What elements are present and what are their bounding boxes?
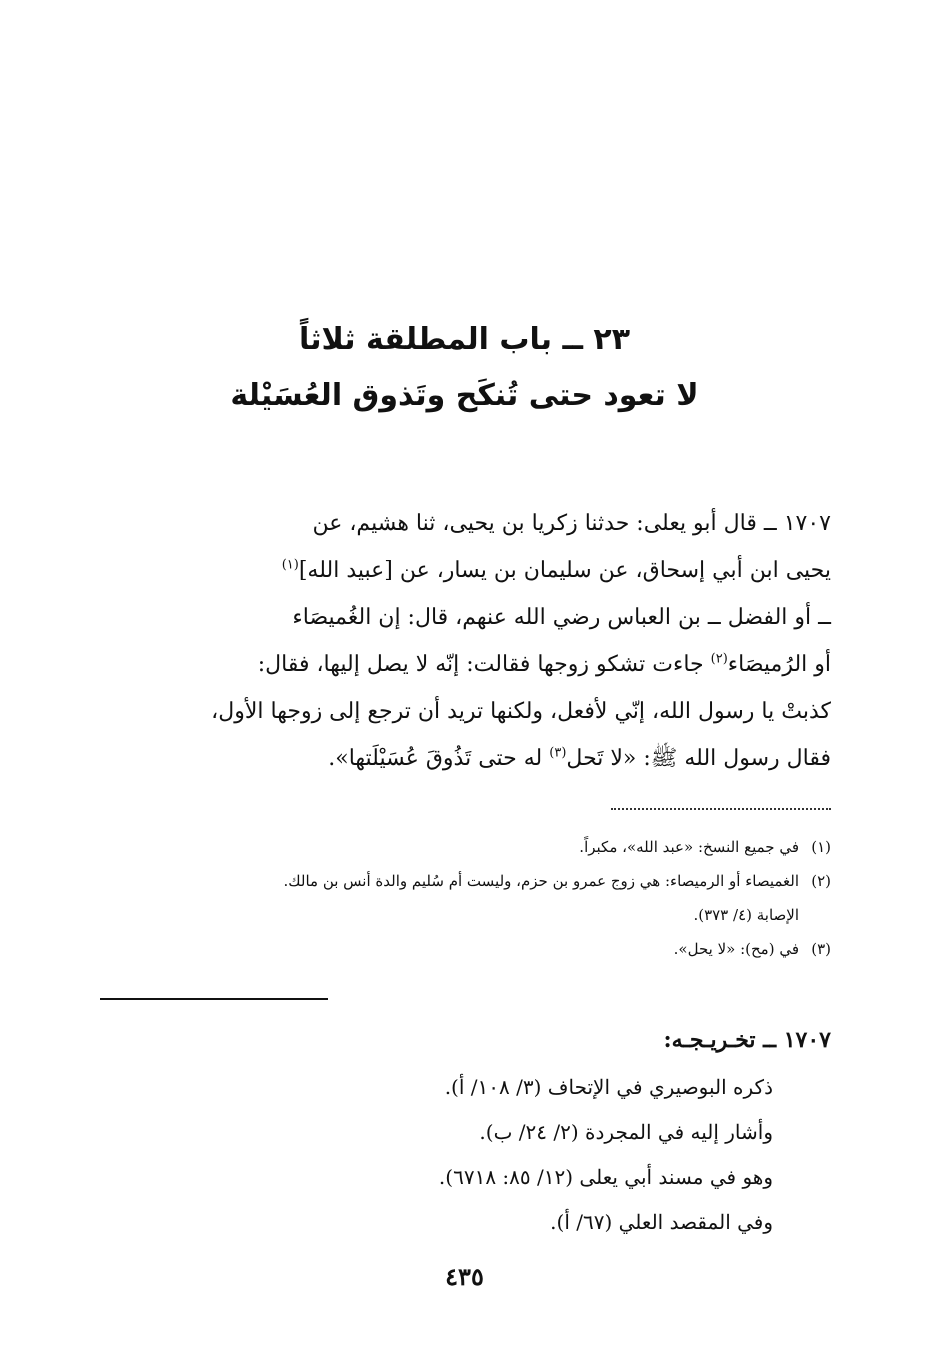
chapter-title-line-2: لا تعود حتى تُنكَح وتَذوق العُسَيْلة: [230, 378, 699, 413]
footnote-marker-3: (٣): [549, 745, 567, 761]
footnote-separator: [611, 808, 831, 810]
section-divider: [100, 998, 328, 1000]
footnote-item: [99, 864, 831, 898]
hadith-line: كذبتْ يا رسول الله، إنّي لأفعل، ولكنها تريد أن ترجع إلى زوجها الأول،: [211, 699, 831, 724]
takhrij-list: [173, 1065, 773, 1245]
hadith-line: ــ أو الفضل ــ بن العباس رضي الله عنهم، قال: إن الغُميصَاء: [292, 605, 831, 630]
hadith-text: [99, 500, 831, 782]
hadith-line: يحيى ابن أبي إسحاق، عن سليمان بن يسار، عن [عبيد الله]$^{(١)}$: [281, 557, 831, 583]
takhrij-item: ذكره البوصيري في الإتحاف (٣/ ١٠٨/ أ).: [444, 1075, 773, 1099]
footnote-item: [99, 830, 831, 864]
footnotes: [99, 830, 831, 966]
footnote-text: الغميصاء أو الرميصاء: هي زوج عمرو بن حزم، وليست أم سُليم والدة أنس بن مالك.: [283, 872, 799, 890]
takhrij-item: وفي المقصد العلي (٦٧/ أ).: [550, 1210, 773, 1234]
chapter-title-line-1: ٢٣ ــ باب المطلقة ثلاثاً: [298, 322, 631, 357]
footnote-number: (١): [811, 838, 831, 856]
takhrij-heading: ١٧٠٧ ــ تخـريـجـه:: [663, 1027, 831, 1053]
hadith-line: ١٧٠٧ ــ قال أبو يعلى: حدثنا زكريا بن يحيى، ثنا هشيم، عن: [312, 511, 831, 536]
footnote-marker-2: (٢): [710, 651, 728, 667]
footnote-continuation: الإصابة (٤/ ٣٧٣).: [693, 906, 799, 924]
chapter-title: [100, 312, 829, 424]
footnote-marker-1: (١): [281, 557, 299, 573]
takhrij-item: وأشار إليه في المجردة (٢/ ٢٤/ ب).: [479, 1120, 773, 1144]
takhrij-item: وهو في مسند أبي يعلى (١٢/ ٨٥: ٦٧١٨).: [438, 1165, 773, 1189]
footnote-number: (٣): [811, 940, 831, 958]
footnote-text: في جميع النسخ: «عبد الله»، مكبراً.: [579, 838, 799, 856]
footnote-item: [99, 932, 831, 966]
page-number: ٤٣٥: [445, 1262, 484, 1291]
footnote-text: في (مح): «لا يحل».: [673, 940, 799, 958]
footnote-number: (٢): [811, 872, 831, 890]
hadith-line: فقال رسول الله ﷺ: «لا تَحل$^{(٣)}$ له حتى تَذُوقَ عُسَيْلَتها».: [328, 745, 831, 771]
hadith-line: أو الرُميصَاء$^{(٢)}$ جاءت تشكو زوجها فقالت: إنّه لا يصل إليها، فقال:: [257, 651, 831, 677]
